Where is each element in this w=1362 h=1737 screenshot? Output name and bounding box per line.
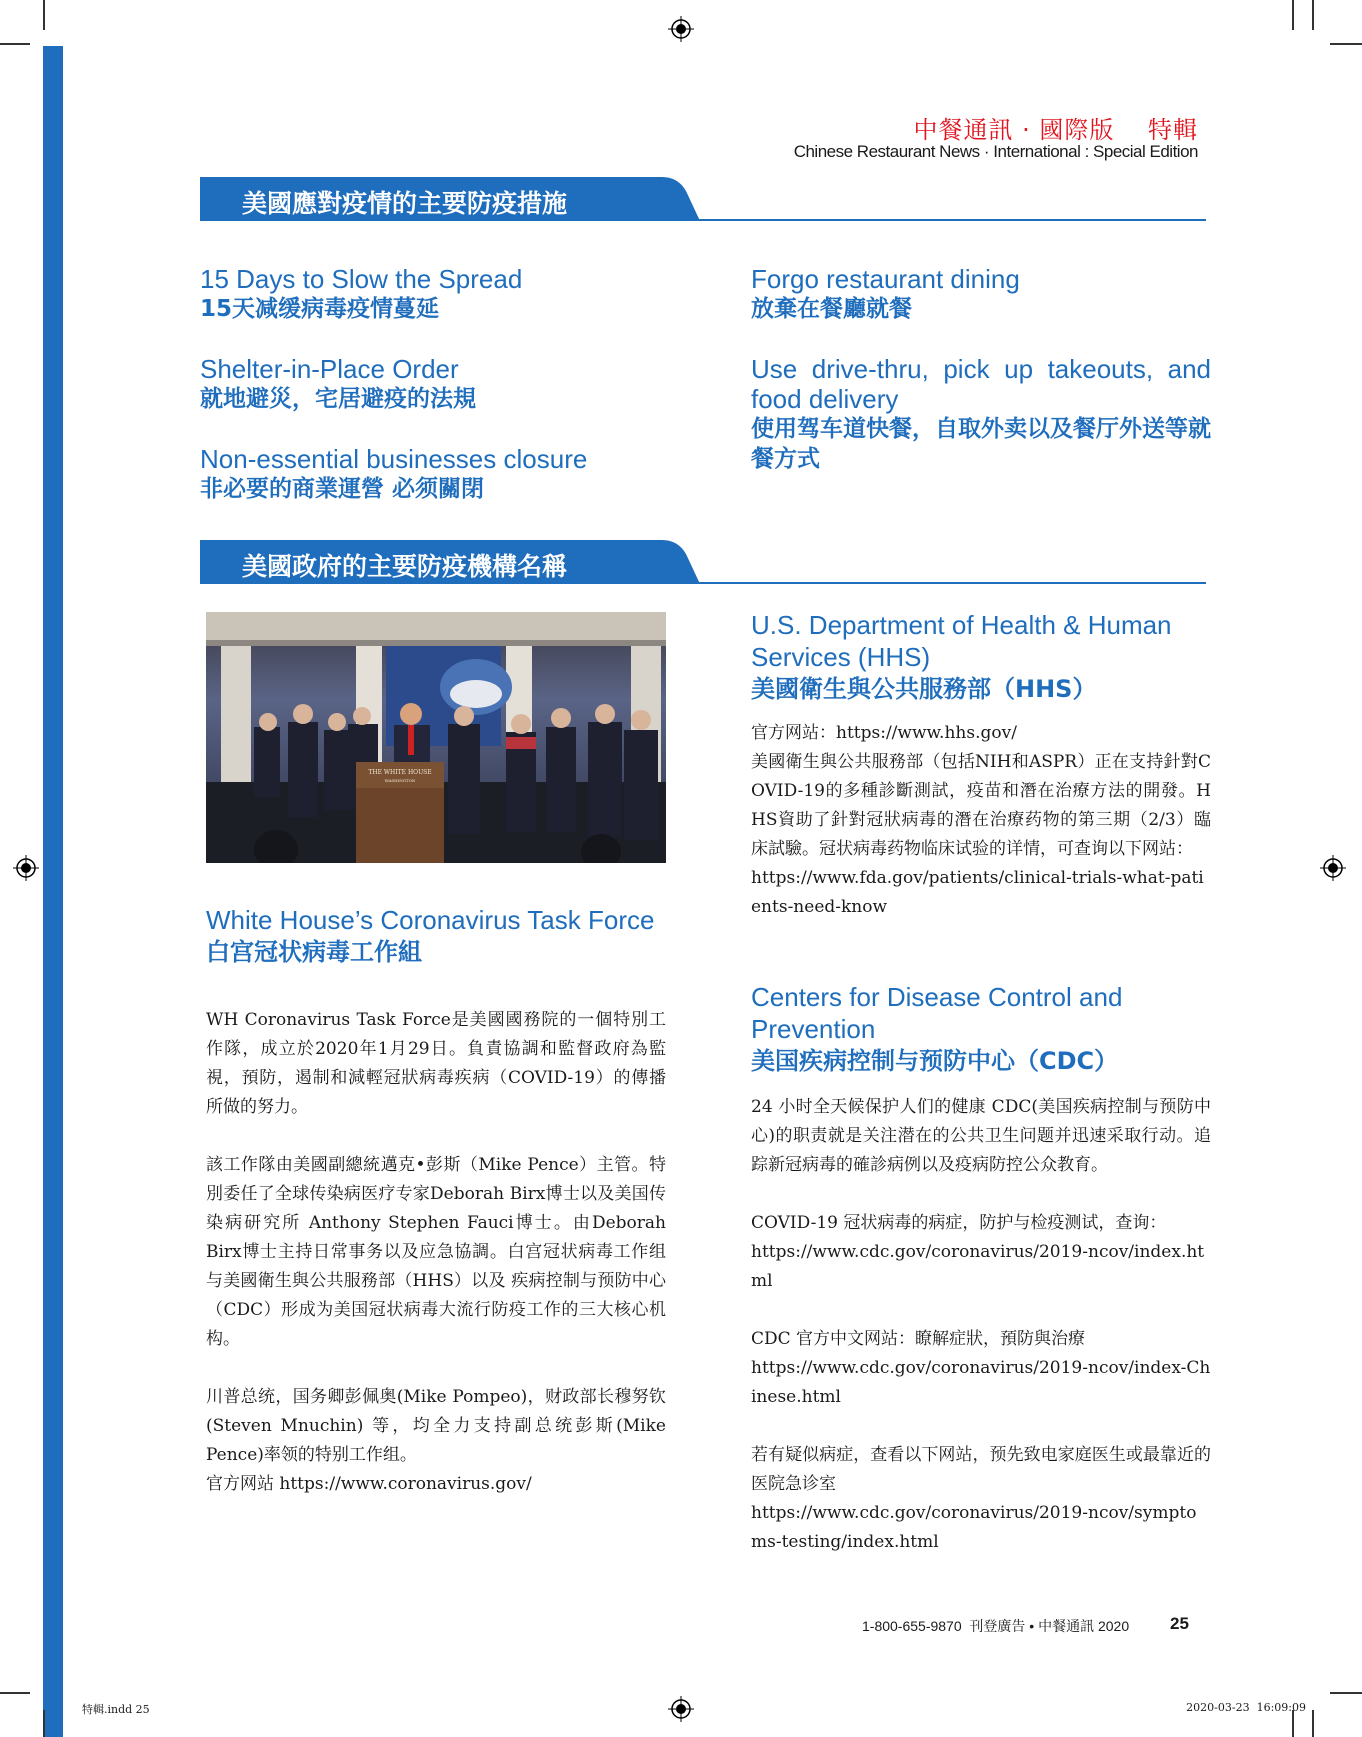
hhs-title-zh: 美國衛生與公共服務部（HHS） [751,675,1097,703]
banner-rule [200,582,1206,584]
crop-mark-tr-v2 [1312,0,1314,30]
measure-item [200,444,680,534]
registration-mark-left [13,855,39,881]
body-paragraph: 24 小时全天候保护人们的健康 CDC(美国疾病控制与预防中心)的职责就是关注潜在的公共卫生问题并迅速采取行动。追踪新冠病毒的確診病例以及疫病防控公众教育。 [751,1097,1211,1175]
crop-mark-br-v1 [1292,1710,1294,1737]
body-paragraph: 若有疑似病症，查看以下网站，预先致电家庭医生或最靠近的医院急诊室 https://www.cdc.gov/coronavirus/2019-ncov/symptoms-testing/index.html [751,1445,1211,1552]
crop-mark-br-h [1330,1692,1362,1694]
crop-mark-tl-h [0,43,30,45]
crop-mark-tl-v [43,0,45,30]
footer-contact: 1-800-655-9870 刊登廣告 • 中餐通訊 2020 [862,1618,1130,1634]
registration-mark-bottom [668,1696,694,1722]
measure-zh: 非必要的商業運營 必须關閉 [200,476,485,502]
publication-title-en: Chinese Restaurant News · International : Special Edition [793,142,1198,161]
podium-sign-subtext: WASHINGTON [384,778,416,783]
podium-sign-text: THE WHITE HOUSE [368,769,432,776]
measure-en: Non-essential businesses closure [200,444,588,474]
measure-en: Use drive-thru, pick up takeouts, and food delivery [751,354,1211,414]
crop-mark-br-v2 [1312,1710,1314,1737]
sidebar-stripe [43,46,63,1737]
section-title-measures: 美國應對疫情的主要防疫措施 [242,189,568,218]
cdc-body [751,1093,1211,1557]
measure-en: 15 Days to Slow the Spread [200,264,523,294]
body-paragraph: COVID-19 冠状病毒的病症，防护与检疫测试，查询： https://www.cdc.gov/coronavirus/2019-ncov/index.html [751,1213,1205,1291]
print-timestamp: 2020-03-23 16:09:09 [1186,1701,1306,1714]
cdc-title-zh: 美国疾病控制与预防中心（CDC） [751,1047,1119,1075]
body-paragraph: 該工作隊由美國副總統邁克•彭斯（Mike Pence）主管。特別委任了全球传染病医疗专家Deborah Birx博士以及美国传染病研究所 Anthony Stephen Fauci博士。由Deborah Birx博士主持日常事务以及应急協調。白宫冠状病毒工作组与美國衛生與公共服務部（HHS）以及 疾病控制与预防中心（CDC）形成为美国冠状病毒大流行防疫工作的三大核心机构。 [206,1155,666,1349]
measure-en: Shelter-in-Place Order [200,354,459,384]
page-number: 25 [1170,1614,1189,1633]
measure-zh: 就地避災，宅居避疫的法規 [200,386,476,412]
crop-mark-bl-v [43,1710,45,1737]
registration-mark-top [668,16,694,42]
hhs-title-en: U.S. Department of Health & Human Services (HHS) [751,610,1172,672]
measure-zh: 使用驾车道快餐，自取外卖以及餐厅外送等就餐方式 [751,416,1211,472]
body-paragraph: CDC 官方中文网站：瞭解症狀，預防與治療 https://www.cdc.gov/coronavirus/2019-ncov/index-Chinese.html [751,1329,1211,1407]
cdc-section [751,981,1211,1586]
photo-illustration [206,612,666,863]
task-force-section [206,904,666,1528]
registration-mark-right [1320,855,1346,881]
publication-title-zh: 中餐通訊 · 國際版 特輯 [913,116,1198,144]
measures-left-column [200,264,680,534]
crop-mark-tr-v1 [1292,0,1294,30]
body-paragraph: 川普总统，国务卿彭佩奥(Mike Pompeo)，财政部长穆努钦(Steven Mnuchin) 等，均全力支持副总统彭斯(Mike Pence)率领的特别工作组。 官方网站 https://www.coronavirus.gov/ [206,1387,666,1494]
body-paragraph: 官方网站：https://www.hhs.gov/ 美國衛生與公共服務部（包括NIH和ASPR）正在支持針對COVID-19的多種診斷測試，疫苗和潛在治療方法的開發。HHS資助了針對冠狀病毒的潛在治療药物的第三期（2/3）臨床試驗。冠状病毒药物临床试验的详情，可查询以下网站： https://www.fda.gov/patients/clinical-trials-what-patients-need-know [751,723,1211,917]
measures-right-column [751,264,1211,474]
hhs-section [751,609,1211,951]
task-force-title-zh: 白宫冠状病毒工作組 [206,938,422,966]
measure-zh: 放棄在餐廳就餐 [751,296,912,322]
measure-item [200,264,680,354]
section-title-agencies: 美國政府的主要防疫機構名稱 [242,552,568,581]
measure-zh: 15天减缓病毒疫情蔓延 [200,296,440,322]
crop-mark-tr-h [1330,43,1362,45]
measure-item [200,354,680,444]
section-banner-agencies [200,540,1206,584]
measure-item [751,354,1211,474]
measure-en: Forgo restaurant dining [751,264,1020,294]
crop-mark-bl-h [0,1692,30,1694]
measure-item [751,264,1211,354]
press-conference-photo [206,612,666,863]
cdc-title-en: Centers for Disease Control and Prevention [751,982,1123,1044]
task-force-title-en: White House’s Coronavirus Task Force [206,905,655,935]
task-force-body [206,1006,666,1499]
banner-rule [200,219,1206,221]
section-banner-measures [200,177,1206,221]
file-slug: 特輯.indd 25 [82,1703,150,1716]
hhs-body [751,719,1211,922]
body-paragraph: WH Coronavirus Task Force是美國國務院的一個特別工作隊，成立於2020年1月29日。負責協調和監督政府為監視，預防，遏制和減輕冠狀病毒疾病（COVID-19）的傳播所做的努力。 [206,1010,666,1117]
